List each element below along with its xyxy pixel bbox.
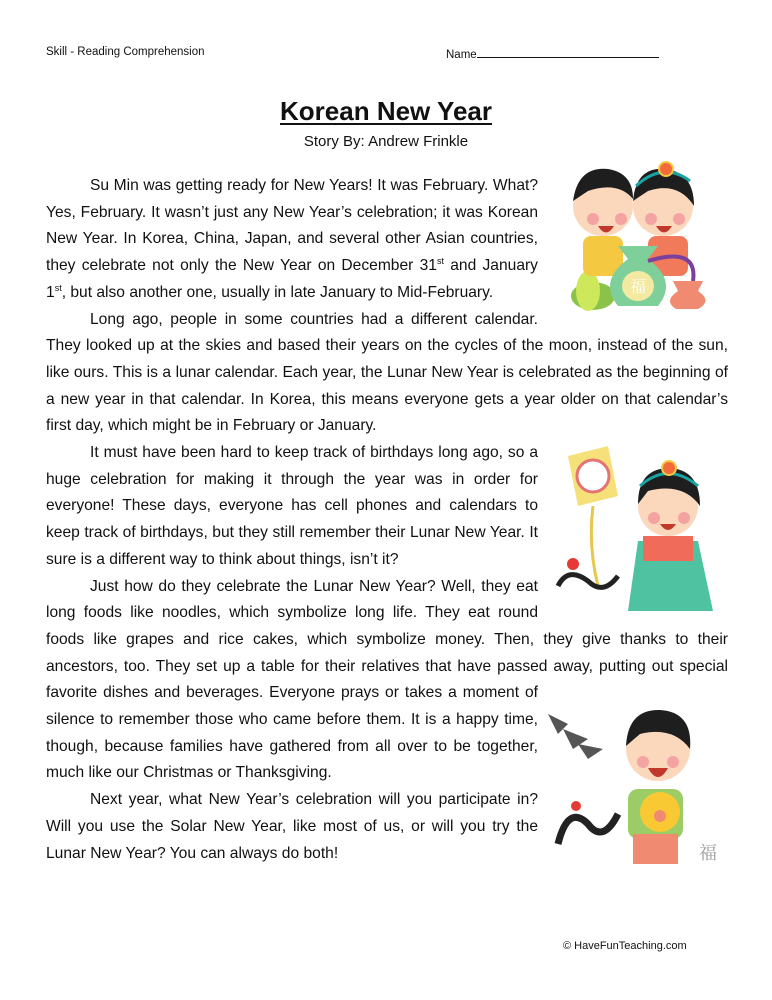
title-text: Korean New Year: [280, 96, 492, 126]
fu-glyph: 福: [629, 279, 647, 296]
byline: Story By: Andrew Frinkle: [303, 133, 469, 150]
paragraph-1: Su Min was getting ready for New Years! It was February. What? Yes, February. It wasn’t just any New Year’s celebration; it was Korean New Year. In Korea, China, Japan, and several other Asian countries, they celebrate not only the New Year on December 31st and January 1st, but also another one, usually in late January to Mid-February.: [46, 177, 538, 301]
skill-label: Skill - Reading Comprehension: [46, 46, 205, 58]
paragraph-5: Next year, what New Year’s celebration will you participate in? Will you use the Solar New Year, like most of us, or will you try the Lunar New Year? You can always do both!: [46, 791, 538, 862]
children-with-lucky-bags-illustration: [548, 151, 728, 313]
page-title: [0, 96, 772, 127]
name-blank-line: [477, 46, 659, 58]
name-label: Name: [446, 49, 477, 61]
fu-glyph: 福: [699, 842, 717, 863]
boy-with-pig-illustration: [548, 694, 728, 872]
name-field[interactable]: [446, 46, 659, 61]
paragraph-3: It must have been hard to keep track of birthdays long ago, so a huge celebration for making it through the year was in order for everyone! These days, everyone has cell phones and calendars to keep track of birthdays, but they still remember their Lunar New Year. It sure is a different way to think about things, isn’t it?: [46, 444, 538, 568]
story-body: [46, 173, 728, 872]
copyright-notice: © HaveFunTeaching.com: [563, 940, 687, 952]
paragraph-2: Long ago, people in some countries had a different calendar. They looked up at the skies and based their years on the cycles of the moon, instead of the sun, like ours. This is a lunar calendar. Each year, the Lunar New Year is celebrated as the beginning of a new year in that calendar. In Korea, this means everyone gets a year older on that calendar’s first day, which might be in February or January.: [46, 310, 728, 435]
paragraph-4: Just how do they celebrate the Lunar New Year? Well, they eat long foods like noodles, which symbolize long life. They eat round foods like grapes and rice cakes, which symbolize money. Then, they give thanks to their ancestors, too. They set up a table for their relatives that have passed away, putting out special favorite dishes and beverages. Everyone prays or takes a moment of silence to remember those who came before them. It is a happy time, though, because families have gathered from all over to be together, much like our Christmas or Thanksgiving.: [46, 577, 728, 782]
girl-with-kite-illustration: [548, 446, 728, 614]
